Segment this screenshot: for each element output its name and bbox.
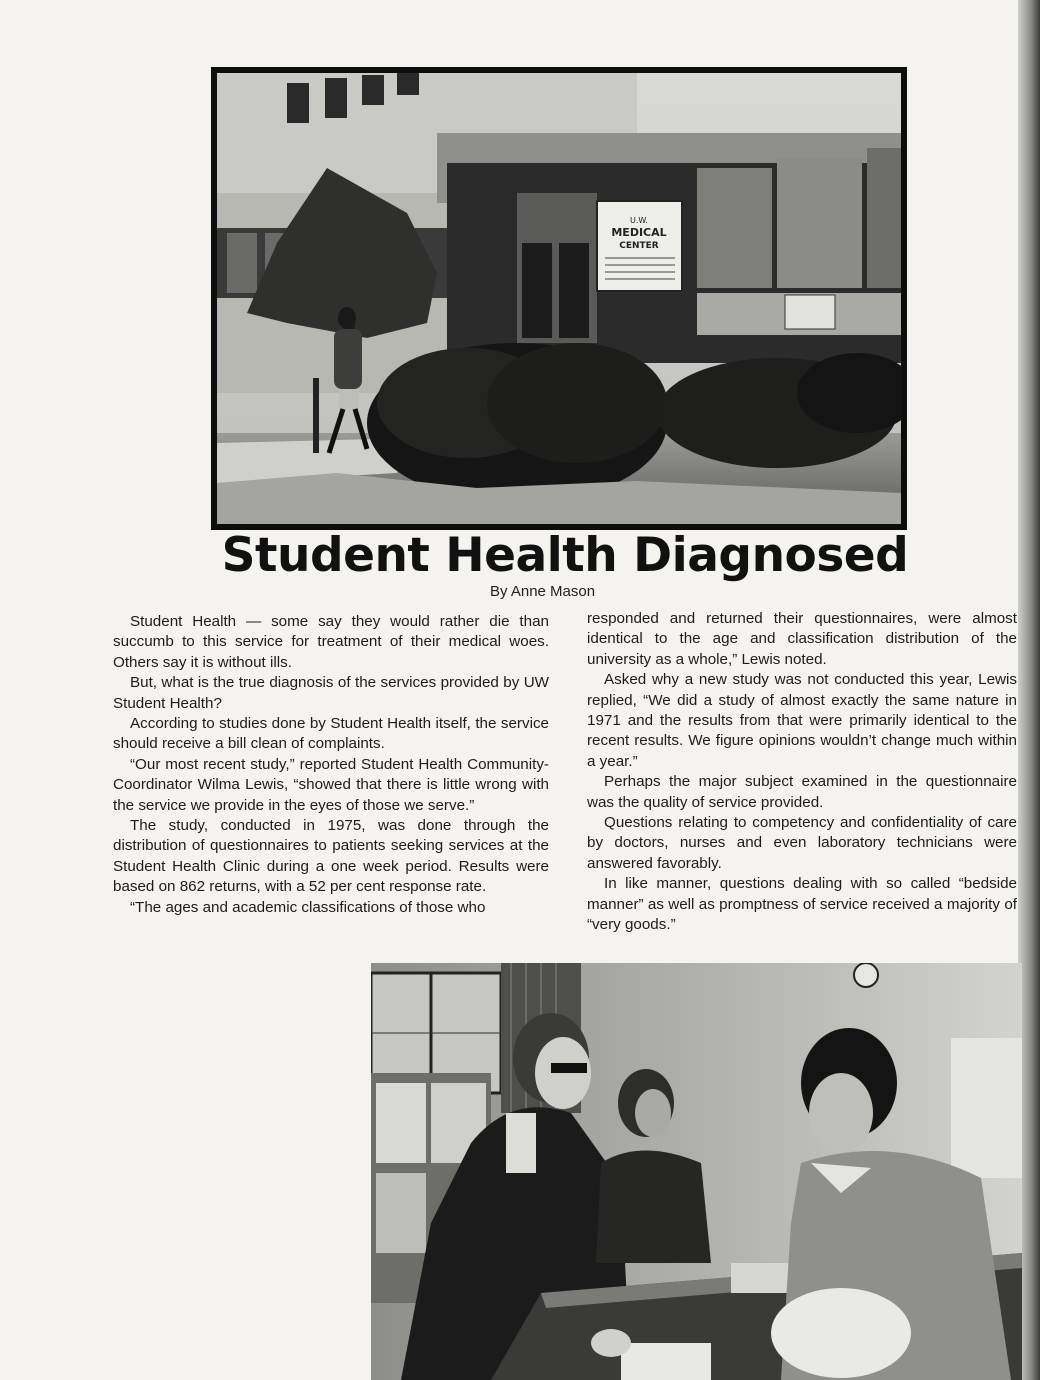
paragraph: Student Health — some say they would rather die than succumb to this service for treatment of their medical woes. Others say it is without ills. (113, 613, 549, 671)
paragraph: But, what is the true diagnosis of the services provided by UW Student Health? (113, 674, 549, 712)
article-column-right (587, 609, 1017, 936)
article-byline: By Anne Mason (490, 583, 596, 600)
article-headline: Student Health Diagnosed (221, 528, 909, 583)
medical-center-photo (211, 67, 907, 530)
paragraph: In like manner, questions dealing with so called “bedside manner” as well as promptness of service received a majority of “very goods.” (587, 875, 1017, 934)
paragraph: The study, conducted in 1975, was done through the distribution of questionnaires to patients seeking services at the Student Health Clinic during a one week period. Results were based on 862 returns, with a 52 per cent response rate. (113, 817, 549, 896)
paragraph: Asked why a new study was not conducted this year, Lewis replied, “We did a study of almost exactly the same nature in 1971 and the results from that were primarily identical to the recent results. We figure opinions wouldn’t change much within a year.” (587, 671, 1017, 770)
paragraph: responded and returned their questionnaires, were almost identical to the age and classification distribution of the university as a whole,” Lewis noted. (587, 610, 1017, 668)
paragraph: Questions relating to competency and confidentiality of care by doctors, nurses and even laboratory technicians were answered favorably. (587, 814, 1017, 872)
paragraph: According to studies done by Student Health itself, the service should receive a bill clean of complaints. (113, 715, 549, 753)
clinic-reception-photo (371, 963, 1022, 1380)
sign-line2: MEDICAL (611, 226, 667, 239)
sign-line3: CENTER (619, 241, 659, 251)
paragraph: “Our most recent study,” reported Student Health Community-Coordinator Wilma Lewis, “showed that there is little wrong with the service we provide in the eyes of those we serve.” (113, 755, 549, 814)
sign-line1: U.W. (630, 216, 648, 225)
article-column-left (113, 612, 549, 918)
paragraph: “The ages and academic classifications of those who (130, 898, 486, 916)
paragraph: Perhaps the major subject examined in the questionnaire was the quality of service provided. (587, 773, 1017, 811)
